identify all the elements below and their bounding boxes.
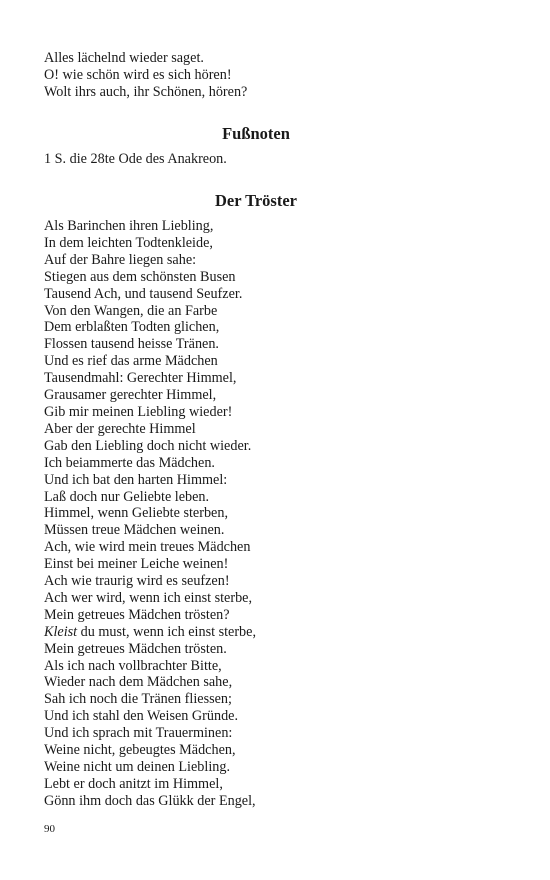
poem-line: Ach wer wird, wenn ich einst sterbe, [44,589,253,606]
poem-line: Als ich nach vollbrachter Bitte, [44,657,222,674]
poem-line: Grausamer gerechter Himmel, [44,387,217,404]
poem-line: Und ich bat den harten Himmel: [44,471,228,488]
poem-line: Ich beiammerte das Mädchen. [44,454,215,471]
poem-line: Lebt er doch anitzt im Himmel, [44,775,223,792]
poem-line-with-italic [44,624,484,641]
poem-line: Laß doch nur Geliebte leben. [44,488,210,505]
poem-title: Der Tröster [214,191,297,210]
poem-line: Ach, wie wird mein treues Mädchen [44,539,251,556]
poem-line: Wieder nach dem Mädchen sahe, [44,674,233,691]
footnote-item: 1 S. die 28te Ode des Anakreon. [44,151,227,167]
poem-line: Stiegen aus dem schönsten Busen [44,268,236,285]
poem-line: Mein getreues Mädchen trösten? [44,606,230,623]
poem-line: Weine nicht, gebeugtes Mädchen, [44,742,236,759]
poem-line: Tausendmahl: Gerechter Himmel, [44,370,237,387]
footnotes-heading: Fußnoten [222,124,290,143]
poem-line: Als Barinchen ihren Liebling, [44,218,214,234]
poem-line: Sah ich noch die Tränen fliessen; [44,691,232,708]
poem-line: Weine nicht um deinen Liebling. [44,759,231,775]
poem-line: Und ich sprach mit Trauerminen: [44,725,233,742]
page-number: 90 [44,823,55,835]
verse-line: Alles lächelnd wieder saget. [44,50,204,66]
poem-line: Und ich stahl den Weisen Gründe. [44,708,239,725]
poem-line: Gib mir meinen Liebling wieder! [44,403,233,420]
poem-line: Tausend Ach, und tausend Seufzer. [44,285,243,302]
poem-line: Und es rief das arme Mädchen [44,353,218,370]
verse-line: Wolt ihrs auch, ihr Schönen, hören? [44,83,248,100]
poem-body [44,218,484,810]
footnotes-list [44,151,484,168]
poem-line: Himmel, wenn Geliebte sterben, [44,505,228,522]
poem-line: Einst bei meiner Leiche weinen! [44,556,229,573]
verse-block-top [44,50,484,101]
poem-line: Auf der Bahre liegen sahe: [44,251,197,268]
poem-line: Müssen treue Mädchen weinen. [44,522,225,539]
poem-line: Aber der gerechte Himmel [44,420,196,437]
poem-line: Dem erblaßten Todten glichen, [44,319,220,336]
poem-line: Mein getreues Mädchen trösten. [44,640,227,657]
poem-line: Ach wie traurig wird es seufzen! [44,573,230,590]
poem-line: In dem leichten Todtenkleide, [44,234,213,251]
poem-line: Gab den Liebling doch nicht wieder. [44,437,252,454]
poem-line: Gönn ihm doch das Glükk der Engel, [44,792,256,809]
verse-line: O! wie schön wird es sich hören! [44,66,232,83]
italic-name: Kleist [44,623,78,640]
poem-line-rest: du must, wenn ich einst sterbe, [80,623,256,640]
poem-line: Von den Wangen, die an Farbe [44,302,218,319]
poem-line: Flossen tausend heisse Tränen. [44,336,219,353]
